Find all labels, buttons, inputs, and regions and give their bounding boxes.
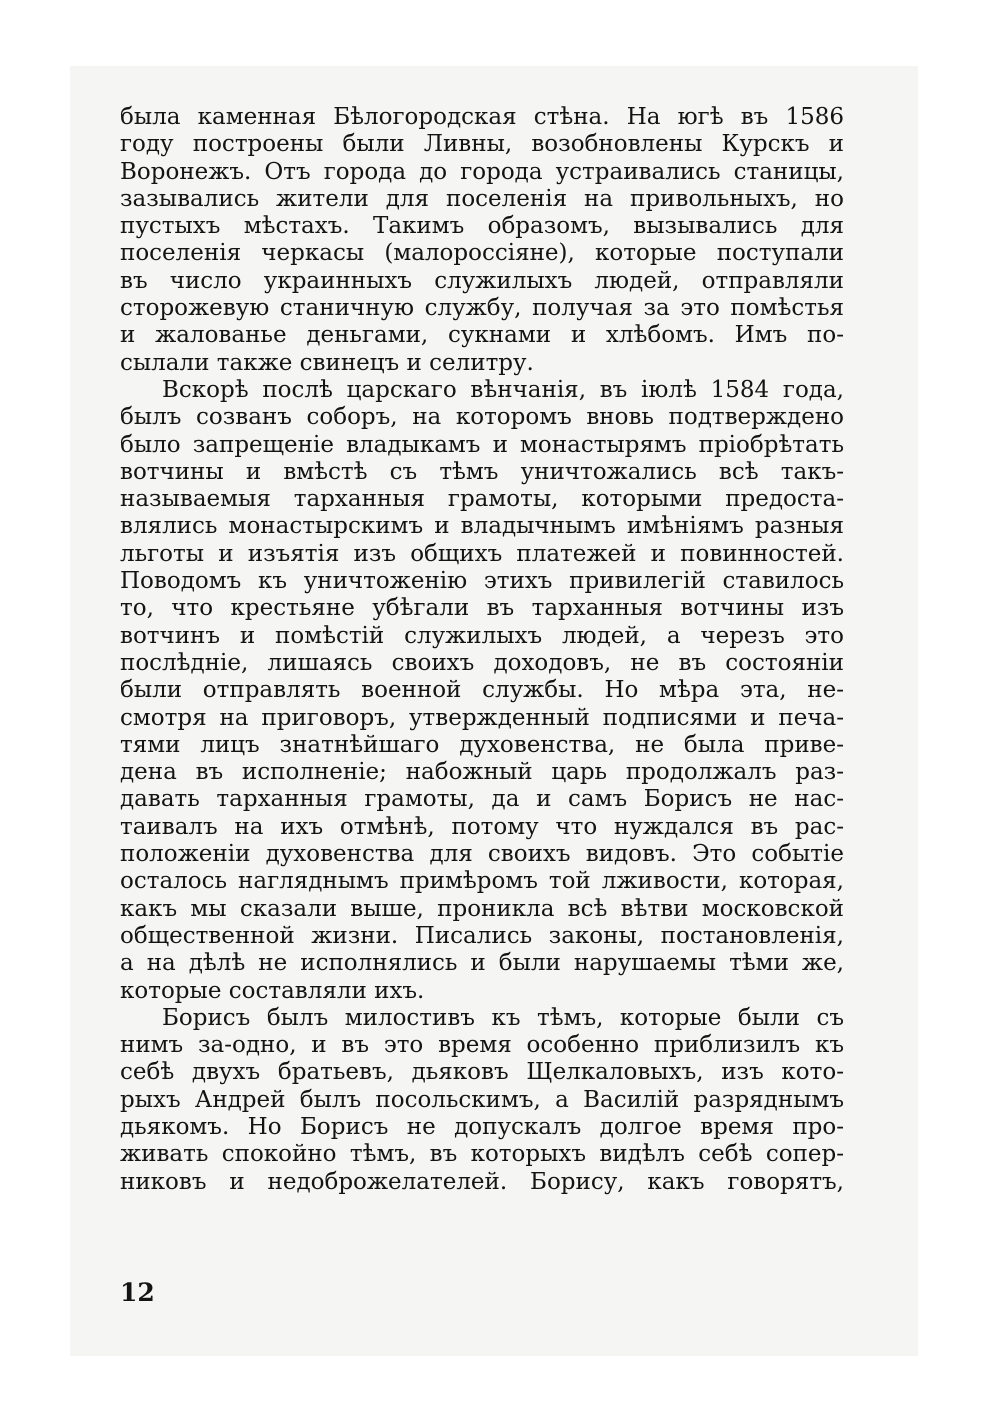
page-number: 12 bbox=[120, 1278, 155, 1307]
text-line: послѣдніе, лишаясь своихъ доходовъ, не въ состояніи bbox=[120, 649, 844, 676]
text-line: Борисъ былъ милостивъ къ тѣмъ, которые были съ bbox=[162, 1004, 844, 1031]
text-line: Вскорѣ послѣ царскаго вѣнчанія, въ іюлѣ 1584 года, bbox=[162, 376, 844, 403]
text-line: и жалованье деньгами, сукнами и хлѣбомъ. Имъ по- bbox=[120, 322, 844, 349]
paragraph bbox=[120, 1005, 844, 1196]
text-line: Поводомъ къ уничтоженію этихъ привилегій ставилось bbox=[120, 568, 844, 595]
text-line: сторожевую станичную службу, получая за это помѣстья bbox=[120, 295, 844, 322]
text-line: пустыхъ мѣстахъ. Такимъ образомъ, вызывались для bbox=[120, 213, 844, 240]
text-line: былъ созванъ соборъ, на которомъ вновь подтверждено bbox=[120, 404, 844, 431]
text-line: была каменная Бѣлогородская стѣна. На югѣ въ 1586 bbox=[120, 104, 844, 130]
paragraph bbox=[120, 377, 844, 1005]
text-line: называемыя тарханныя грамоты, которыми предоста- bbox=[120, 486, 844, 513]
text-line: живать спокойно тѣмъ, въ которыхъ видѣлъ себѣ сопер- bbox=[120, 1141, 844, 1168]
text-line: были отправлять военной службы. Но мѣра эта, не- bbox=[120, 677, 844, 704]
text-line: положеніи духовенства для своихъ видовъ. Это событіе bbox=[120, 841, 844, 868]
text-line: никовъ и недоброжелателей. Борису, какъ говорятъ, bbox=[120, 1168, 844, 1195]
text-line: какъ мы сказали выше, проникла всѣ вѣтви московской bbox=[120, 895, 844, 922]
text-line: себѣ двухъ братьевъ, дьяковъ Щелкаловыхъ, изъ кото- bbox=[120, 1059, 844, 1086]
text-line: тями лицъ знатнѣйшаго духовенства, не была приве- bbox=[120, 731, 844, 758]
body-text bbox=[120, 104, 844, 1196]
text-line: было запрещеніе владыкамъ и монастырямъ пріобрѣтать bbox=[120, 431, 844, 458]
text-line: льготы и изъятія изъ общихъ платежей и повинностей. bbox=[120, 540, 844, 567]
text-line: общественной жизни. Писались законы, постановленія, bbox=[120, 922, 844, 949]
text-line: смотря на приговоръ, утвержденный подписями и печа- bbox=[120, 704, 844, 731]
text-line: зазывались жители для поселенія на привольныхъ, но bbox=[120, 185, 844, 212]
text-line: таивалъ на ихъ отмѣнѣ, потому что нуждался въ рас- bbox=[120, 813, 844, 840]
text-line: влялись монастырскимъ и владычнымъ имѣніямъ разныя bbox=[120, 513, 844, 540]
text-line: дьякомъ. Но Борисъ не допускалъ долгое время про- bbox=[120, 1113, 844, 1140]
text-line: вотчинъ и помѣстій служилыхъ людей, а черезъ это bbox=[120, 622, 844, 649]
text-line: поселенія черкасы (малороссіяне), которые поступали bbox=[120, 240, 844, 267]
text-line: вотчины и вмѣстѣ съ тѣмъ уничтожались всѣ такъ- bbox=[120, 458, 844, 485]
text-line: которые составляли ихъ. bbox=[120, 977, 425, 1004]
text-line: то, что крестьяне убѣгали въ тарханныя вотчины изъ bbox=[120, 595, 844, 622]
text-line: давать тарханныя грамоты, да и самъ Борисъ не нас- bbox=[120, 786, 844, 813]
text-line: дена въ исполненіе; набожный царь продолжалъ раз- bbox=[120, 759, 844, 786]
text-line: рыхъ Андрей былъ посольскимъ, а Василій разряднымъ bbox=[120, 1086, 844, 1113]
text-line: Воронежъ. Отъ города до города устраивались станицы, bbox=[120, 158, 844, 185]
text-line: нимъ за-одно, и въ это время особенно приблизилъ къ bbox=[120, 1032, 844, 1059]
paragraph bbox=[120, 104, 844, 377]
text-line: осталось нагляднымъ примѣромъ той лживости, которая, bbox=[120, 868, 844, 895]
text-line: въ число украинныхъ служилыхъ людей, отправляли bbox=[120, 267, 844, 294]
text-line: а на дѣлѣ не исполнялись и были нарушаемы тѣми же, bbox=[120, 950, 844, 977]
text-line: сылали также свинецъ и селитру. bbox=[120, 349, 534, 376]
text-line: году построены были Ливны, возобновлены Курскъ и bbox=[120, 131, 844, 158]
